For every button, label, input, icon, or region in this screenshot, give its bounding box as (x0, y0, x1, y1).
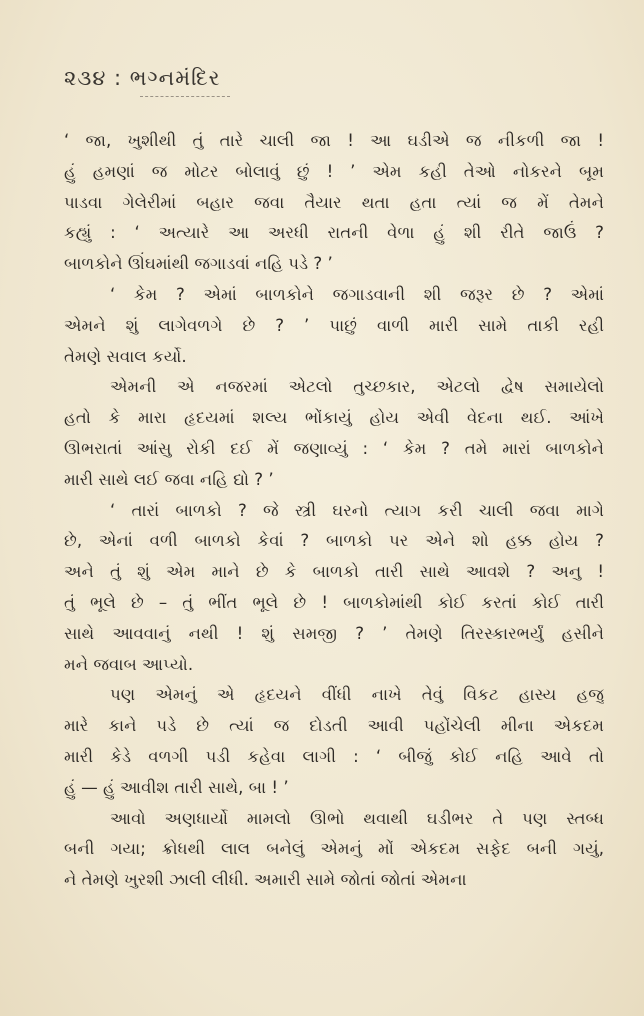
text-line: તું ભૂલે છે – તું ભીંત ભૂલે છે ! બાળકોમાંથી કોઈ કરતાં કોઈ તારી (64, 592, 604, 612)
text-line: મારે કાને પડે છે ત્યાં જ દોડતી આવી પહોંચેલી મીના એકદમ (64, 716, 604, 736)
paragraph (64, 372, 604, 495)
body-text (64, 126, 604, 896)
text-line: કહ્યું : ‘ અત્યારે આ અરધી રાતની વેળા હું શી રીતે જાઉં ? (64, 223, 604, 243)
paragraph (64, 804, 604, 896)
text-line: છે, એનાં વળી બાળકો કેવાં ? બાળકો પર એને શો હક્ક હોય ? (64, 531, 604, 551)
paragraph (64, 280, 604, 372)
text-line: અને તું શું એમ માને છે કે બાળકો તારી સાથે આવશે ? અનુ ! (64, 562, 604, 582)
text-line: પણ એમનું એ હૃદયને વીંધી નાખે તેવું વિકટ હાસ્ય હજુ (110, 685, 604, 705)
text-line: પાડવા ગેલેરીમાં બહાર જવા તૈયાર થતા હતા ત્યાં જ મેં તેમને (64, 192, 604, 212)
text-line: ‘ જા, ખુશીથી તું તારે ચાલી જા ! આ ઘડીએ જ નીકળી જા ! (64, 131, 604, 150)
text-line: બની ગયા; ક્રોધથી લાલ બનેલું એમનું મોં એકદમ સફેદ બની ગયું, (64, 839, 604, 859)
paragraph (64, 126, 604, 280)
text-line: ‘ તારાં બાળકો ? જે સ્ત્રી ઘરનો ત્યાગ કરી ચાલી જવા માગે (110, 500, 604, 520)
text-line: હતો કે મારા હૃદયમાં શલ્ય ભોંકાયું હોય એવી વેદના થઈ. આંખે (64, 408, 604, 428)
text-line: તેમણે સવાલ કર્યો. (64, 346, 187, 366)
paragraph (64, 680, 604, 803)
running-head: ૨૩૪ : ભગ્નમંદિર (64, 66, 221, 90)
text-line: બાળકોને ઊંઘમાંથી જગાડવાં નહિ પડે ? ’ (64, 254, 333, 274)
header-rule (140, 96, 230, 97)
text-line: ને તેમણે ખુરશી ઝાલી લીધી. અમારી સામે જોતાં જોતાં એમના (64, 870, 467, 890)
text-line: મને જવાબ આપ્યો. (64, 654, 194, 674)
text-line: મારી કેડે વળગી પડી કહેવા લાગી : ‘ બીજું કોઈ નહિ આવે તો (64, 746, 604, 766)
text-line: હું — હું આવીશ તારી સાથે, બા ! ’ (64, 777, 289, 797)
text-line: હું હમણાં જ મોટર બોલાવું છું ! ’ એમ કહી તેઓ નોકરને બૂમ (64, 161, 604, 181)
text-line: ઊભરાતાં આંસુ રોકી દઈ મેં જણાવ્યું : ‘ કેમ ? તમે મારાં બાળકોને (64, 438, 604, 458)
text-line: ‘ કેમ ? એમાં બાળકોને જગાડવાની શી જરૂર છે ? એમાં (110, 284, 604, 304)
paragraph (64, 496, 604, 681)
text-line: એમને શું લાગેવળગે છે ? ’ પાછું વાળી મારી સામે તાકી રહી (64, 315, 604, 335)
text-line: મારી સાથે લઈ જવા નહિ દ્યો ? ’ (64, 469, 274, 489)
text-line: એમની એ નજરમાં એટલો તુચ્છકાર, એટલો દ્વેષ સમાયેલો (110, 377, 604, 397)
text-line: સાથે આવવાનું નથી ! શું સમજી ? ’ તેમણે તિરસ્કારભર્યું હસીને (64, 623, 604, 643)
text-line: આવો અણધાર્યો મામલો ઊભો થવાથી ઘડીભર તે પણ સ્તબ્ધ (110, 808, 604, 828)
